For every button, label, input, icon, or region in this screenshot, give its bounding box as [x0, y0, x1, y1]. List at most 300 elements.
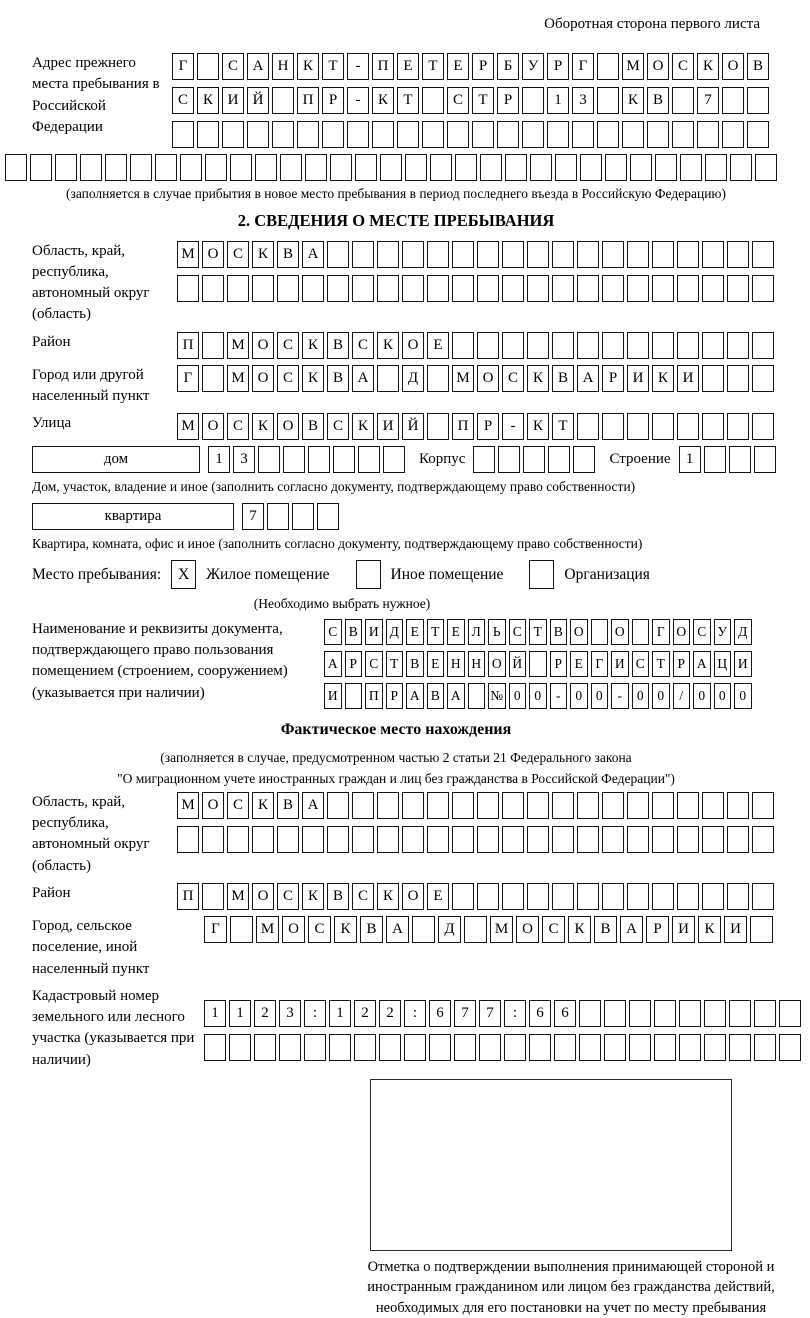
- char-cell[interactable]: [55, 154, 77, 181]
- char-cell[interactable]: М: [227, 332, 249, 359]
- char-cell[interactable]: Й: [247, 87, 269, 114]
- char-cell[interactable]: 6: [529, 1000, 551, 1027]
- char-cell[interactable]: [402, 826, 424, 853]
- char-cell[interactable]: 0: [632, 683, 650, 709]
- char-cell[interactable]: [472, 121, 494, 148]
- char-cell[interactable]: И: [677, 365, 699, 392]
- char-cell[interactable]: [572, 121, 594, 148]
- char-cell[interactable]: А: [693, 651, 711, 677]
- char-cell[interactable]: 0: [570, 683, 588, 709]
- char-cell[interactable]: [380, 154, 402, 181]
- char-cell[interactable]: Б: [497, 53, 519, 80]
- char-cell[interactable]: [754, 1000, 776, 1027]
- char-cell[interactable]: [629, 1000, 651, 1027]
- char-cell[interactable]: [630, 154, 652, 181]
- char-cell[interactable]: [277, 826, 299, 853]
- char-cell[interactable]: [377, 275, 399, 302]
- char-cell[interactable]: [502, 275, 524, 302]
- char-cell[interactable]: К: [302, 365, 324, 392]
- char-cell[interactable]: Р: [345, 651, 363, 677]
- char-cell[interactable]: С: [502, 365, 524, 392]
- char-cell[interactable]: [727, 365, 749, 392]
- char-cell[interactable]: О: [202, 792, 224, 819]
- char-cell[interactable]: [627, 275, 649, 302]
- char-cell[interactable]: [702, 275, 724, 302]
- char-cell[interactable]: И: [724, 916, 747, 943]
- char-cell[interactable]: [779, 1034, 801, 1061]
- char-cell[interactable]: 6: [429, 1000, 451, 1027]
- char-cell[interactable]: С: [172, 87, 194, 114]
- char-cell[interactable]: [597, 87, 619, 114]
- char-cell[interactable]: Р: [547, 53, 569, 80]
- char-cell[interactable]: [352, 792, 374, 819]
- char-cell[interactable]: [252, 275, 274, 302]
- char-cell[interactable]: [277, 275, 299, 302]
- char-cell[interactable]: [377, 826, 399, 853]
- char-cell[interactable]: [272, 121, 294, 148]
- char-cell[interactable]: Н: [447, 651, 465, 677]
- char-cell[interactable]: [727, 332, 749, 359]
- char-cell[interactable]: Д: [734, 619, 752, 645]
- char-cell[interactable]: [577, 792, 599, 819]
- char-cell[interactable]: [329, 1034, 351, 1061]
- char-cell[interactable]: Р: [673, 651, 691, 677]
- char-cell[interactable]: К: [622, 87, 644, 114]
- char-cell[interactable]: К: [377, 332, 399, 359]
- char-cell[interactable]: К: [252, 241, 274, 268]
- char-cell[interactable]: В: [406, 651, 424, 677]
- char-cell[interactable]: Л: [468, 619, 486, 645]
- char-cell[interactable]: К: [197, 87, 219, 114]
- char-cell[interactable]: [602, 332, 624, 359]
- char-cell[interactable]: С: [352, 883, 374, 910]
- char-cell[interactable]: В: [747, 53, 769, 80]
- char-cell[interactable]: [752, 883, 774, 910]
- char-cell[interactable]: С: [222, 53, 244, 80]
- char-cell[interactable]: -: [502, 413, 524, 440]
- char-cell[interactable]: [464, 916, 487, 943]
- char-cell[interactable]: С: [324, 619, 342, 645]
- region-row-1[interactable]: [177, 241, 774, 268]
- char-cell[interactable]: [727, 241, 749, 268]
- char-cell[interactable]: В: [302, 413, 324, 440]
- char-cell[interactable]: [477, 241, 499, 268]
- char-cell[interactable]: [105, 154, 127, 181]
- char-cell[interactable]: [377, 365, 399, 392]
- char-cell[interactable]: [622, 121, 644, 148]
- char-cell[interactable]: [202, 826, 224, 853]
- char-cell[interactable]: 0: [693, 683, 711, 709]
- char-cell[interactable]: [554, 1034, 576, 1061]
- char-cell[interactable]: [679, 1000, 701, 1027]
- char-cell[interactable]: 0: [529, 683, 547, 709]
- char-cell[interactable]: [579, 1000, 601, 1027]
- char-cell[interactable]: [577, 275, 599, 302]
- district-row[interactable]: [177, 332, 774, 359]
- char-cell[interactable]: [430, 154, 452, 181]
- char-cell[interactable]: В: [327, 332, 349, 359]
- char-cell[interactable]: А: [302, 792, 324, 819]
- char-cell[interactable]: 3: [572, 87, 594, 114]
- char-cell[interactable]: О: [252, 883, 274, 910]
- char-cell[interactable]: О: [252, 365, 274, 392]
- char-cell[interactable]: [402, 792, 424, 819]
- char-cell[interactable]: [172, 121, 194, 148]
- char-cell[interactable]: [704, 1000, 726, 1027]
- char-cell[interactable]: С: [227, 413, 249, 440]
- char-cell[interactable]: [754, 1034, 776, 1061]
- char-cell[interactable]: [577, 332, 599, 359]
- char-cell[interactable]: Е: [406, 619, 424, 645]
- char-cell[interactable]: 3: [233, 446, 255, 473]
- char-cell[interactable]: [591, 619, 609, 645]
- char-cell[interactable]: [655, 154, 677, 181]
- char-cell[interactable]: [317, 503, 339, 530]
- char-cell[interactable]: [747, 121, 769, 148]
- char-cell[interactable]: Д: [402, 365, 424, 392]
- char-cell[interactable]: [752, 275, 774, 302]
- char-cell[interactable]: [602, 826, 624, 853]
- korpus-cells[interactable]: [473, 446, 595, 473]
- char-cell[interactable]: М: [227, 365, 249, 392]
- char-cell[interactable]: [197, 121, 219, 148]
- char-cell[interactable]: [602, 883, 624, 910]
- char-cell[interactable]: О: [202, 241, 224, 268]
- char-cell[interactable]: [604, 1034, 626, 1061]
- char-cell[interactable]: К: [377, 883, 399, 910]
- char-cell[interactable]: Ц: [714, 651, 732, 677]
- char-cell[interactable]: [527, 275, 549, 302]
- char-cell[interactable]: И: [377, 413, 399, 440]
- char-cell[interactable]: :: [304, 1000, 326, 1027]
- char-cell[interactable]: А: [324, 651, 342, 677]
- char-cell[interactable]: [427, 826, 449, 853]
- char-cell[interactable]: С: [447, 87, 469, 114]
- house-number-cells[interactable]: [208, 446, 405, 473]
- char-cell[interactable]: А: [386, 916, 409, 943]
- char-cell[interactable]: [605, 154, 627, 181]
- char-cell[interactable]: Г: [172, 53, 194, 80]
- char-cell[interactable]: Т: [652, 651, 670, 677]
- char-cell[interactable]: И: [365, 619, 383, 645]
- char-cell[interactable]: [727, 275, 749, 302]
- char-cell[interactable]: 0: [652, 683, 670, 709]
- char-cell[interactable]: [222, 121, 244, 148]
- char-cell[interactable]: [522, 121, 544, 148]
- char-cell[interactable]: [254, 1034, 276, 1061]
- char-cell[interactable]: [202, 332, 224, 359]
- char-cell[interactable]: [5, 154, 27, 181]
- char-cell[interactable]: [747, 87, 769, 114]
- char-cell[interactable]: [579, 1034, 601, 1061]
- char-cell[interactable]: [327, 826, 349, 853]
- char-cell[interactable]: [422, 87, 444, 114]
- char-cell[interactable]: Е: [570, 651, 588, 677]
- char-cell[interactable]: [473, 446, 495, 473]
- char-cell[interactable]: С: [365, 651, 383, 677]
- char-cell[interactable]: [279, 1034, 301, 1061]
- char-cell[interactable]: [602, 413, 624, 440]
- char-cell[interactable]: [577, 241, 599, 268]
- char-cell[interactable]: Д: [438, 916, 461, 943]
- char-cell[interactable]: Е: [427, 883, 449, 910]
- char-cell[interactable]: [702, 365, 724, 392]
- char-cell[interactable]: М: [177, 413, 199, 440]
- char-cell[interactable]: О: [570, 619, 588, 645]
- char-cell[interactable]: 1: [547, 87, 569, 114]
- char-cell[interactable]: Е: [427, 651, 445, 677]
- document-row-2[interactable]: [324, 651, 752, 677]
- char-cell[interactable]: [202, 275, 224, 302]
- char-cell[interactable]: [602, 241, 624, 268]
- char-cell[interactable]: 0: [734, 683, 752, 709]
- char-cell[interactable]: [597, 53, 619, 80]
- char-cell[interactable]: Н: [468, 651, 486, 677]
- char-cell[interactable]: [527, 241, 549, 268]
- char-cell[interactable]: [447, 121, 469, 148]
- char-cell[interactable]: [422, 121, 444, 148]
- char-cell[interactable]: А: [577, 365, 599, 392]
- char-cell[interactable]: Р: [550, 651, 568, 677]
- char-cell[interactable]: 7: [242, 503, 264, 530]
- char-cell[interactable]: [727, 413, 749, 440]
- char-cell[interactable]: [654, 1034, 676, 1061]
- prev-address-row-3[interactable]: [172, 121, 769, 148]
- char-cell[interactable]: В: [647, 87, 669, 114]
- char-cell[interactable]: О: [647, 53, 669, 80]
- char-cell[interactable]: 0: [591, 683, 609, 709]
- char-cell[interactable]: [502, 792, 524, 819]
- char-cell[interactable]: [527, 792, 549, 819]
- char-cell[interactable]: [527, 826, 549, 853]
- char-cell[interactable]: У: [714, 619, 732, 645]
- char-cell[interactable]: [352, 826, 374, 853]
- char-cell[interactable]: [752, 332, 774, 359]
- char-cell[interactable]: [205, 154, 227, 181]
- char-cell[interactable]: [627, 826, 649, 853]
- char-cell[interactable]: [227, 826, 249, 853]
- char-cell[interactable]: Р: [322, 87, 344, 114]
- char-cell[interactable]: [452, 241, 474, 268]
- char-cell[interactable]: [455, 154, 477, 181]
- char-cell[interactable]: П: [452, 413, 474, 440]
- char-cell[interactable]: Р: [472, 53, 494, 80]
- char-cell[interactable]: [680, 154, 702, 181]
- char-cell[interactable]: В: [550, 619, 568, 645]
- char-cell[interactable]: В: [327, 365, 349, 392]
- char-cell[interactable]: Т: [397, 87, 419, 114]
- char-cell[interactable]: [402, 241, 424, 268]
- char-cell[interactable]: [627, 413, 649, 440]
- char-cell[interactable]: Е: [447, 53, 469, 80]
- char-cell[interactable]: С: [632, 651, 650, 677]
- char-cell[interactable]: [552, 241, 574, 268]
- char-cell[interactable]: [677, 241, 699, 268]
- char-cell[interactable]: И: [627, 365, 649, 392]
- char-cell[interactable]: [452, 275, 474, 302]
- char-cell[interactable]: С: [693, 619, 711, 645]
- char-cell[interactable]: [377, 792, 399, 819]
- char-cell[interactable]: С: [227, 792, 249, 819]
- char-cell[interactable]: [177, 826, 199, 853]
- char-cell[interactable]: [627, 332, 649, 359]
- char-cell[interactable]: [722, 87, 744, 114]
- char-cell[interactable]: [402, 275, 424, 302]
- char-cell[interactable]: [454, 1034, 476, 1061]
- actual-region-row-2[interactable]: [177, 826, 774, 853]
- char-cell[interactable]: [702, 332, 724, 359]
- char-cell[interactable]: [755, 154, 777, 181]
- char-cell[interactable]: М: [177, 241, 199, 268]
- char-cell[interactable]: К: [352, 413, 374, 440]
- char-cell[interactable]: С: [509, 619, 527, 645]
- char-cell[interactable]: Р: [386, 683, 404, 709]
- char-cell[interactable]: [197, 53, 219, 80]
- char-cell[interactable]: [427, 365, 449, 392]
- char-cell[interactable]: О: [722, 53, 744, 80]
- char-cell[interactable]: [697, 121, 719, 148]
- char-cell[interactable]: П: [365, 683, 383, 709]
- char-cell[interactable]: М: [177, 792, 199, 819]
- char-cell[interactable]: С: [327, 413, 349, 440]
- char-cell[interactable]: О: [252, 332, 274, 359]
- char-cell[interactable]: Т: [322, 53, 344, 80]
- char-cell[interactable]: С: [277, 332, 299, 359]
- char-cell[interactable]: /: [673, 683, 691, 709]
- char-cell[interactable]: [632, 619, 650, 645]
- char-cell[interactable]: Р: [646, 916, 669, 943]
- char-cell[interactable]: [502, 241, 524, 268]
- char-cell[interactable]: [552, 826, 574, 853]
- char-cell[interactable]: [677, 332, 699, 359]
- char-cell[interactable]: В: [277, 792, 299, 819]
- char-cell[interactable]: А: [352, 365, 374, 392]
- char-cell[interactable]: [227, 275, 249, 302]
- char-cell[interactable]: 7: [479, 1000, 501, 1027]
- char-cell[interactable]: [752, 826, 774, 853]
- char-cell[interactable]: Д: [386, 619, 404, 645]
- char-cell[interactable]: [502, 883, 524, 910]
- char-cell[interactable]: [602, 275, 624, 302]
- cadastre-row-2[interactable]: [204, 1034, 801, 1061]
- char-cell[interactable]: [258, 446, 280, 473]
- cadastre-row-1[interactable]: [204, 1000, 801, 1027]
- char-cell[interactable]: [427, 792, 449, 819]
- char-cell[interactable]: [477, 826, 499, 853]
- char-cell[interactable]: [202, 365, 224, 392]
- char-cell[interactable]: [552, 792, 574, 819]
- char-cell[interactable]: О: [402, 883, 424, 910]
- char-cell[interactable]: [652, 883, 674, 910]
- char-cell[interactable]: [627, 883, 649, 910]
- char-cell[interactable]: [754, 446, 776, 473]
- char-cell[interactable]: [308, 446, 330, 473]
- char-cell[interactable]: М: [452, 365, 474, 392]
- char-cell[interactable]: [452, 826, 474, 853]
- apartment-number-cells[interactable]: [242, 503, 339, 530]
- char-cell[interactable]: [527, 883, 549, 910]
- char-cell[interactable]: Т: [427, 619, 445, 645]
- char-cell[interactable]: 6: [554, 1000, 576, 1027]
- char-cell[interactable]: В: [552, 365, 574, 392]
- char-cell[interactable]: [452, 883, 474, 910]
- char-cell[interactable]: [229, 1034, 251, 1061]
- char-cell[interactable]: [297, 121, 319, 148]
- char-cell[interactable]: [345, 683, 363, 709]
- char-cell[interactable]: [498, 446, 520, 473]
- char-cell[interactable]: [652, 241, 674, 268]
- char-cell[interactable]: [552, 332, 574, 359]
- char-cell[interactable]: [647, 121, 669, 148]
- char-cell[interactable]: [280, 154, 302, 181]
- char-cell[interactable]: Т: [422, 53, 444, 80]
- char-cell[interactable]: [377, 241, 399, 268]
- char-cell[interactable]: Е: [397, 53, 419, 80]
- char-cell[interactable]: [204, 1034, 226, 1061]
- char-cell[interactable]: [604, 1000, 626, 1027]
- char-cell[interactable]: [230, 154, 252, 181]
- char-cell[interactable]: [727, 792, 749, 819]
- char-cell[interactable]: [702, 792, 724, 819]
- char-cell[interactable]: С: [227, 241, 249, 268]
- apartment-type-box[interactable]: квартира: [32, 503, 234, 530]
- char-cell[interactable]: [752, 241, 774, 268]
- char-cell[interactable]: [702, 826, 724, 853]
- char-cell[interactable]: [527, 332, 549, 359]
- char-cell[interactable]: [352, 275, 374, 302]
- char-cell[interactable]: К: [527, 413, 549, 440]
- char-cell[interactable]: [358, 446, 380, 473]
- char-cell[interactable]: 1: [679, 446, 701, 473]
- char-cell[interactable]: К: [302, 883, 324, 910]
- char-cell[interactable]: Р: [477, 413, 499, 440]
- char-cell[interactable]: [333, 446, 355, 473]
- char-cell[interactable]: [602, 792, 624, 819]
- char-cell[interactable]: [529, 1034, 551, 1061]
- char-cell[interactable]: [530, 154, 552, 181]
- char-cell[interactable]: П: [297, 87, 319, 114]
- char-cell[interactable]: 1: [329, 1000, 351, 1027]
- char-cell[interactable]: 7: [697, 87, 719, 114]
- char-cell[interactable]: [702, 883, 724, 910]
- char-cell[interactable]: П: [372, 53, 394, 80]
- char-cell[interactable]: К: [652, 365, 674, 392]
- char-cell[interactable]: С: [672, 53, 694, 80]
- char-cell[interactable]: О: [516, 916, 539, 943]
- char-cell[interactable]: [30, 154, 52, 181]
- char-cell[interactable]: [702, 241, 724, 268]
- city-row[interactable]: [177, 365, 774, 392]
- char-cell[interactable]: О: [277, 413, 299, 440]
- char-cell[interactable]: [452, 792, 474, 819]
- char-cell[interactable]: И: [734, 651, 752, 677]
- char-cell[interactable]: [652, 792, 674, 819]
- char-cell[interactable]: [292, 503, 314, 530]
- char-cell[interactable]: [652, 413, 674, 440]
- char-cell[interactable]: О: [282, 916, 305, 943]
- char-cell[interactable]: С: [277, 365, 299, 392]
- char-cell[interactable]: №: [488, 683, 506, 709]
- char-cell[interactable]: Т: [529, 619, 547, 645]
- char-cell[interactable]: [354, 1034, 376, 1061]
- char-cell[interactable]: [752, 365, 774, 392]
- char-cell[interactable]: [580, 154, 602, 181]
- char-cell[interactable]: [722, 121, 744, 148]
- char-cell[interactable]: :: [404, 1000, 426, 1027]
- char-cell[interactable]: [330, 154, 352, 181]
- char-cell[interactable]: [522, 87, 544, 114]
- char-cell[interactable]: [523, 446, 545, 473]
